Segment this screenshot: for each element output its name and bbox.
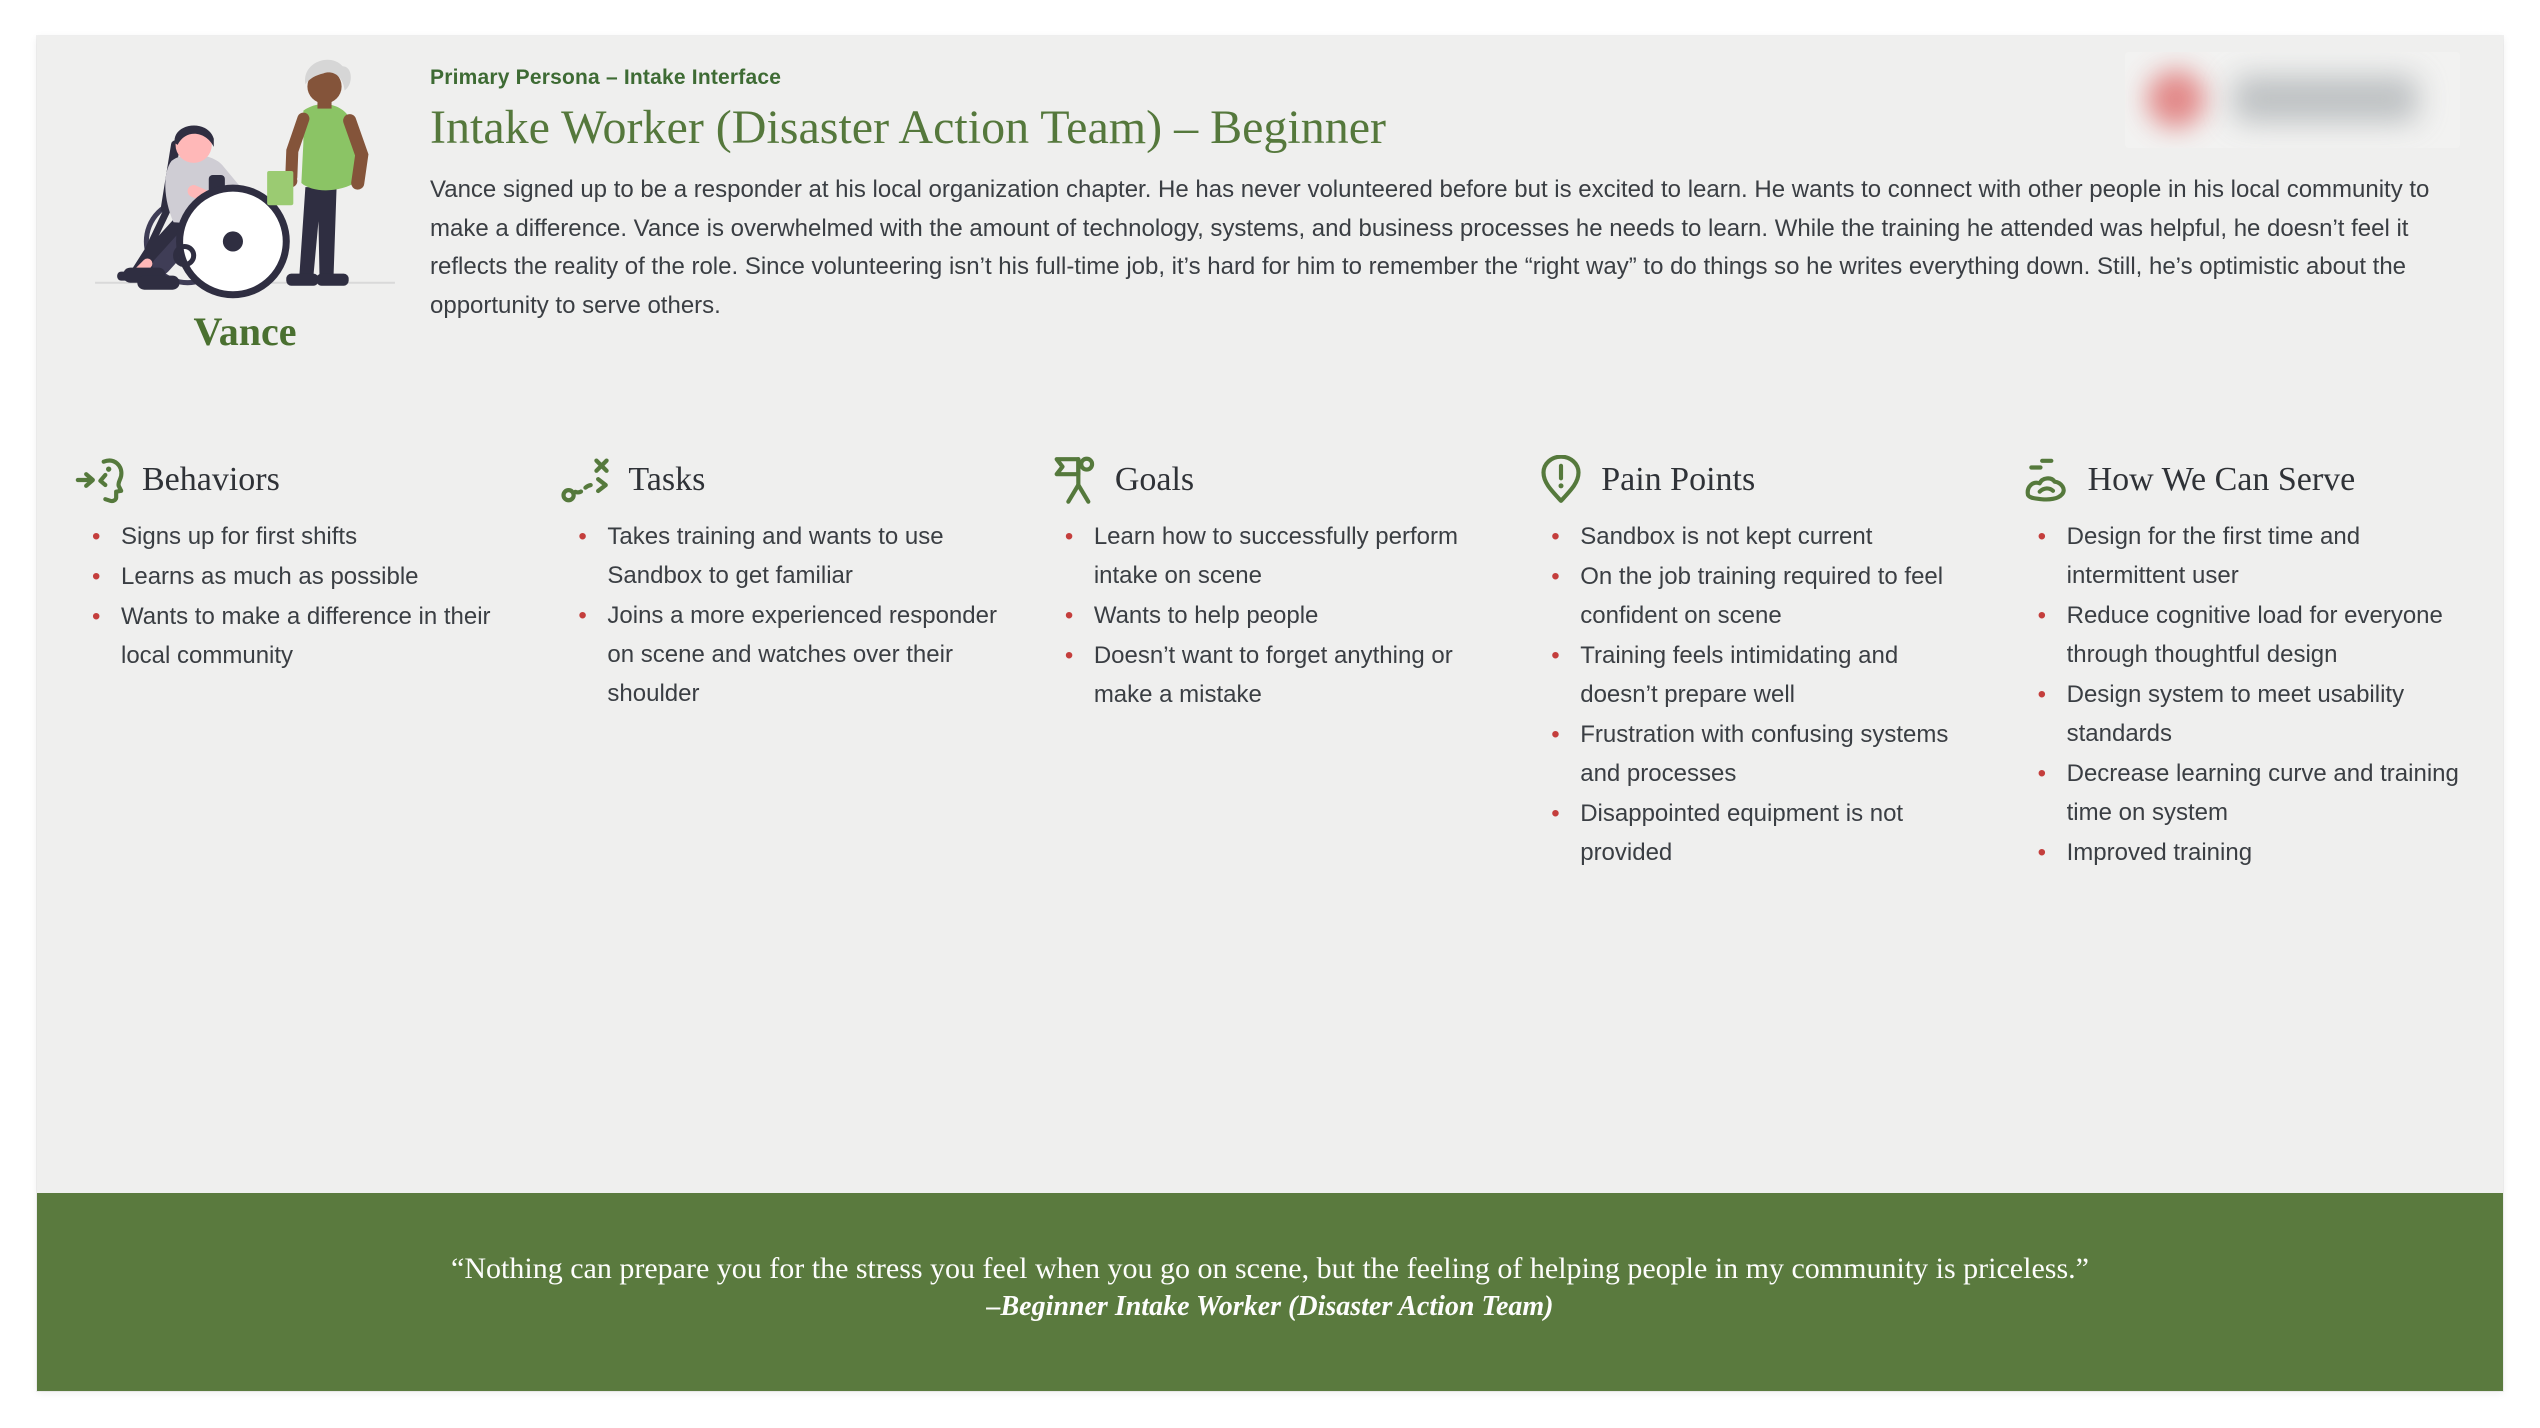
bullet-text: Doesn’t want to forget anything or make a mistake <box>1093 642 1453 708</box>
quote-band <box>37 1193 2503 1391</box>
bullet-dot: • <box>2037 523 2047 550</box>
column-bullet-list <box>2021 517 2465 872</box>
bullet-item <box>2021 596 2465 674</box>
quote-text: “Nothing can prepare you for the stress you feel when you go on scene, but the feeling of helping people in my community is priceless.” <box>451 1252 2089 1285</box>
column-bullet-list <box>1534 517 1978 872</box>
bullet-item <box>1534 557 1978 635</box>
bullet-item <box>1534 794 1978 872</box>
bullet-item <box>1048 596 1492 635</box>
head-arrow-icon <box>75 455 129 505</box>
bullet-item <box>75 597 519 675</box>
column-header <box>1048 455 1492 505</box>
bullet-text: Wants to make a difference in their local community <box>121 603 491 669</box>
bullet-dot: • <box>2037 839 2047 866</box>
bullet-text: Decrease learning curve and training time on system <box>2066 760 2459 826</box>
column-header <box>1534 455 1978 505</box>
column-header <box>2021 455 2465 505</box>
column-icon-slot <box>561 455 615 505</box>
bullet-dot: • <box>2037 602 2047 629</box>
bullet-dot: • <box>578 523 587 550</box>
persona-column-behaviors <box>75 455 519 873</box>
bullet-text: Design for the first time and intermittent user <box>2066 523 2361 589</box>
bullet-dot: • <box>1551 563 1560 590</box>
column-icon-slot <box>1534 455 1588 505</box>
bullet-text: Design system to meet usability standards <box>2066 681 2405 747</box>
bullet-item <box>75 557 519 596</box>
bullet-text: Wants to help people <box>1093 602 1319 629</box>
bullet-dot: • <box>2037 681 2047 708</box>
column-title: Tasks <box>628 461 706 498</box>
persona-columns <box>75 455 2465 873</box>
persona-column-how-we-can-serve <box>2021 455 2465 873</box>
bullet-item <box>2021 675 2465 753</box>
bullet-item <box>561 517 1005 595</box>
bullet-text: Joins a more experienced responder on scene and watches over their shoulder <box>607 602 997 707</box>
column-title: Behaviors <box>142 461 280 498</box>
alert-pin-icon <box>1534 455 1588 505</box>
bullet-dot: • <box>1064 523 1074 550</box>
bullet-item <box>2021 754 2465 832</box>
bullet-text: Learns as much as possible <box>121 563 419 590</box>
bullet-item <box>561 596 1005 713</box>
quote-attribution: –Beginner Intake Worker (Disaster Action Team) <box>986 1291 1554 1322</box>
column-title: Goals <box>1114 461 1195 498</box>
bullet-text: Improved training <box>2066 839 2253 866</box>
bullet-dot: • <box>1551 800 1560 827</box>
bullet-dot: • <box>2037 760 2047 787</box>
bullet-item <box>1534 715 1978 793</box>
column-bullet-list <box>75 517 519 675</box>
bullet-dot: • <box>1551 642 1560 669</box>
column-title: Pain Points <box>1601 461 1756 498</box>
bullet-text: Training feels intimidating and doesn’t prepare well <box>1580 642 1899 708</box>
page-title: Intake Worker (Disaster Action Team) – Beginner <box>430 101 1387 154</box>
bullet-dot: • <box>1551 721 1560 748</box>
persona-illustration-block <box>89 48 401 355</box>
bullet-item <box>1534 517 1978 556</box>
persona-illustration <box>89 48 401 300</box>
bullet-item <box>1534 636 1978 714</box>
goal-flag-icon <box>1048 455 1102 505</box>
bullet-dot: • <box>1551 523 1560 550</box>
persona-name: Vance <box>193 309 297 354</box>
column-header <box>75 455 519 505</box>
column-title: How We Can Serve <box>2087 461 2356 498</box>
persona-column-tasks <box>561 455 1005 873</box>
bullet-item <box>75 517 519 556</box>
column-bullet-list <box>561 517 1005 713</box>
bullet-dot: • <box>578 602 587 629</box>
column-icon-slot <box>1048 455 1102 505</box>
persona-column-goals <box>1048 455 1492 873</box>
bullet-text: Takes training and wants to use Sandbox to get familiar <box>607 523 944 589</box>
strategy-icon <box>561 455 615 505</box>
org-logo-blurred <box>2125 52 2460 148</box>
bullet-text: Sandbox is not kept current <box>1580 523 1873 550</box>
bullet-dot: • <box>92 523 101 550</box>
eyebrow-label: Primary Persona – Intake Interface <box>430 66 782 89</box>
persona-column-pain-points <box>1534 455 1978 873</box>
logo-mark-icon <box>2147 70 2205 128</box>
bullet-dot: • <box>92 563 101 590</box>
persona-description: Vance signed up to be a responder at his local organization chapter. He has never volunteered before but is excited to learn. He wants to connect with other people in his local community to make a difference. Vance is overwhelmed with the amount of technology, systems, and business processes he needs to learn. While the training he attended was helpful, he doesn’t feel it reflects the reality of the role. Since volunteering isn’t his full-time job, it’s hard for him to remember the “right way” to do things so he writes everything down. Still, he’s optimistic about the opportunity to serve others. <box>430 176 2430 319</box>
column-bullet-list <box>1048 517 1492 714</box>
persona-card <box>37 36 2503 1391</box>
bullet-text: Frustration with confusing systems and processes <box>1580 721 1949 787</box>
bullet-text: Disappointed equipment is not provided <box>1580 800 1904 866</box>
serving-hand-icon <box>2021 455 2075 505</box>
column-icon-slot <box>75 455 129 505</box>
bullet-text: On the job training required to feel confident on scene <box>1580 563 1944 629</box>
bullet-text: Reduce cognitive load for everyone through thoughtful design <box>2066 602 2443 668</box>
bullet-item <box>2021 833 2465 872</box>
bullet-dot: • <box>1064 642 1074 669</box>
bullet-item <box>2021 517 2465 595</box>
column-icon-slot <box>2021 455 2075 505</box>
bullet-dot: • <box>1064 602 1074 629</box>
bullet-item <box>1048 636 1492 714</box>
logo-wordmark-blurred <box>2233 76 2418 122</box>
bullet-text: Learn how to successfully perform intake on scene <box>1093 523 1458 589</box>
bullet-item <box>1048 517 1492 595</box>
bullet-text: Signs up for first shifts <box>121 523 358 550</box>
column-header <box>561 455 1005 505</box>
bullet-dot: • <box>92 603 101 630</box>
